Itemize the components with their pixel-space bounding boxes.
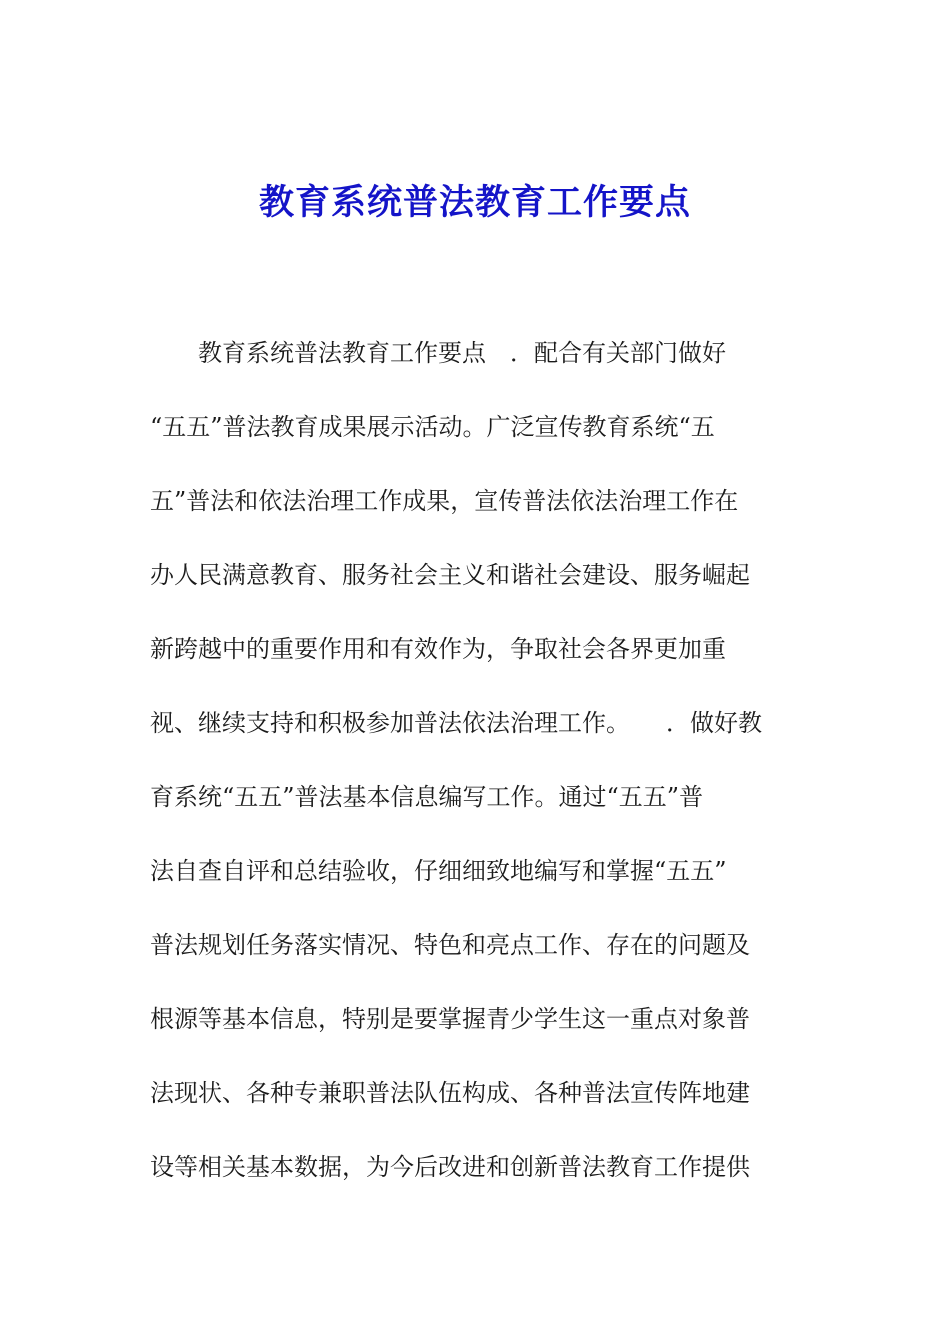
body-line: 新跨越中的重要作用和有效作为，争取社会各界更加重 xyxy=(150,635,726,663)
body-line: 五”普法和依法治理工作成果，宣传普法依法治理工作在 xyxy=(150,487,739,515)
body-line: 育系统“五五”普法基本信息编写工作。通过“五五”普 xyxy=(150,783,704,811)
body-line: 法自查自评和总结验收，仔细细致地编写和掌握“五五” xyxy=(150,857,727,885)
body-line: 法现状、各种专兼职普法队伍构成、各种普法宣传阵地建 xyxy=(150,1079,750,1107)
body-line: 普法规划任务落实情况、特色和亮点工作、存在的问题及 xyxy=(150,931,750,959)
body-line: 办人民满意教育、服务社会主义和谐社会建设、服务崛起 xyxy=(150,561,750,589)
body-line: 设等相关基本数据，为今后改进和创新普法教育工作提供 xyxy=(150,1153,750,1181)
body-line: 教育系统普法教育工作要点 ．配合有关部门做好 xyxy=(150,339,726,367)
body-line: “五五”普法教育成果展示活动。广泛宣传教育系统“五 xyxy=(150,413,715,441)
document-title: 教育系统普法教育工作要点 xyxy=(258,183,691,223)
body-line: 根源等基本信息，特别是要掌握青少学生这一重点对象普 xyxy=(150,1005,750,1033)
body-line: 视、继续支持和积极参加普法依法治理工作。 ．做好教 xyxy=(150,709,762,737)
